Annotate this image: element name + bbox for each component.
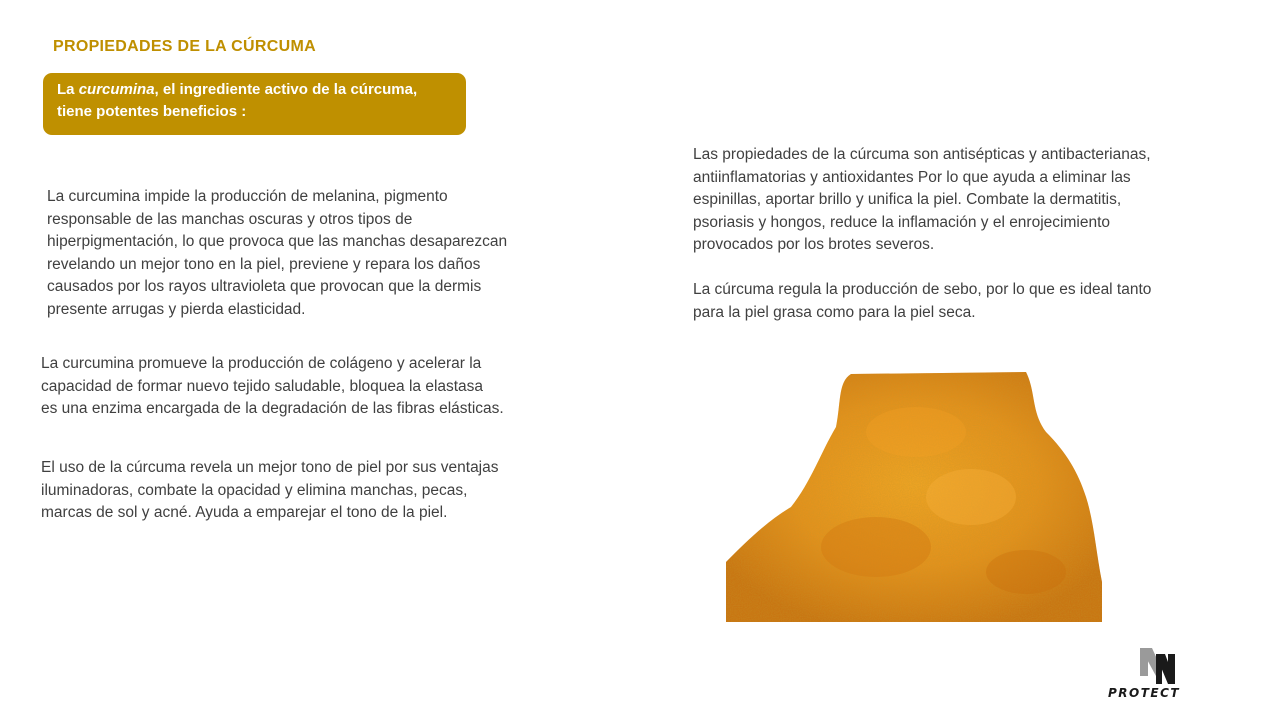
banner-keyword: curcumina — [78, 81, 155, 98]
powder-pile — [726, 372, 1102, 622]
text-line: hiperpigmentación, lo que provoca que las manchas desaparezcan — [47, 233, 508, 250]
turmeric-powder-image — [726, 372, 1102, 622]
text-line: responsable de las manchas oscuras y otros tipos de — [47, 210, 413, 228]
text-line: causados por los rayos ultravioleta que provocan que la dermis — [47, 278, 482, 295]
text-line: es una enzima encargada de la degradación de las fibras elásticas. — [41, 400, 504, 417]
banner-line-2: tiene potentes beneficios : — [57, 103, 247, 120]
paragraph-collagen — [41, 353, 561, 421]
paragraph-melanin — [47, 186, 567, 321]
banner-prefix: La — [57, 81, 79, 98]
text-line: provocados por los brotes severos. — [693, 236, 935, 253]
text-line: antiinflamatorias y antioxidantes Por lo que ayuda a eliminar las — [693, 168, 1131, 186]
paragraph-antiseptic — [693, 144, 1213, 257]
text-line: iluminadoras, combate la opacidad y elimina manchas, pecas, — [41, 481, 468, 499]
text-line: espinillas, aportar brillo y unifica la piel. Combate la dermatitis, — [693, 191, 1122, 208]
intro-banner — [43, 73, 466, 135]
text-line: La curcumina impide la producción de melanina, pigmento — [47, 188, 448, 205]
text-line: El uso de la cúrcuma revela un mejor tono de piel por sus ventajas — [41, 459, 499, 476]
text-line: revelando un mejor tono en la piel, previene y repara los daños — [47, 255, 481, 273]
text-line: capacidad de formar nuevo tejido saludable, bloquea la elastasa — [41, 377, 484, 395]
text-line: presente arrugas y pierda elasticidad. — [47, 300, 306, 318]
paragraph-skin-tone — [41, 457, 561, 525]
text-line: La curcumina promueve la producción de colágeno y acelerar la — [41, 355, 482, 372]
banner-suffix: , el ingrediente activo de la cúrcuma, — [154, 81, 418, 98]
logo-text: PROTECT — [1108, 686, 1181, 700]
text-line: La cúrcuma regula la producción de sebo, por lo que es ideal tanto — [693, 281, 1152, 298]
text-line: Las propiedades de la cúrcuma son antisépticas y antibacterianas, — [693, 146, 1151, 163]
text-line: psoriasis y hongos, reduce la inflamación y el enrojecimiento — [693, 213, 1110, 231]
paragraph-sebum — [693, 279, 1213, 324]
text-line: para la piel grasa como para la piel seca. — [693, 303, 976, 321]
page-title: PROPIEDADES DE LA CÚRCUMA — [53, 38, 316, 55]
text-line: marcas de sol y acné. Ayuda a emparejar el tono de la piel. — [41, 504, 448, 521]
banner-line-1 — [57, 79, 452, 101]
